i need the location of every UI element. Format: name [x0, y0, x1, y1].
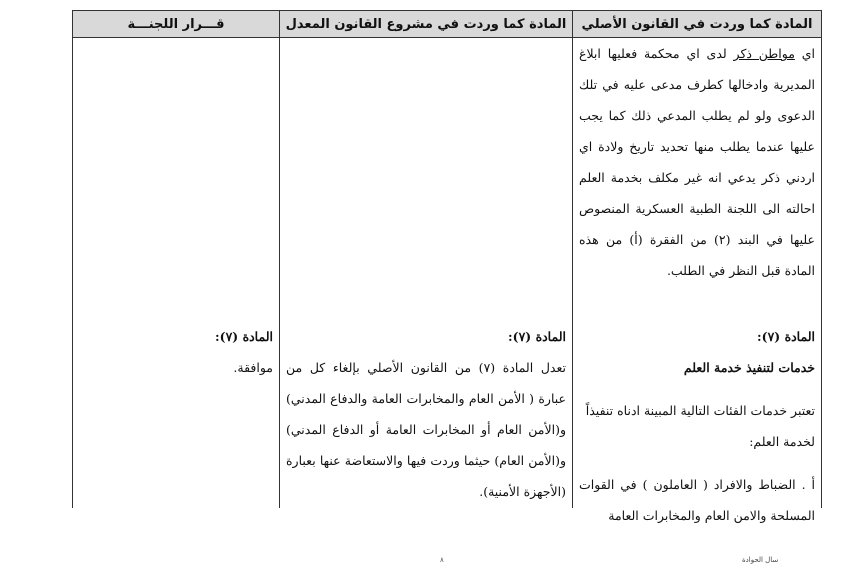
comparison-table	[72, 10, 822, 523]
continuation-underlined-phrase: مواطن ذكر	[733, 46, 795, 61]
original-article-intro: تعتبر خدمات الفئات التالية المبينة ادناه تنفيذاً لخدمة العلم:	[585, 403, 815, 449]
footer-note: سال الحوادة	[742, 556, 779, 564]
original-article-7	[579, 321, 815, 531]
page-number: ٨	[440, 556, 444, 564]
header-original-law: المادة كما وردت في القانون الأصلي	[573, 11, 822, 38]
continuation-text: لدى اي محكمة فعليها ابلاغ المديرية وادخالها كطرف مدعى عليه في تلك الدعوى ولو لم يطلب المدعي ذلك كما يجب عليها عندما يطلب منها تحديد تاريخ ولادة اي اردني ذكر يدعي انه غير مكلف بخدمة العلم احالته الى اللجنة الطبية العسكرية المنصوص عليها في البند (٢) من الفقرة (أ) من هذه المادة قبل النظر في الطلب.	[579, 46, 815, 278]
amended-article-7	[286, 321, 566, 507]
decision-article-text: موافقة.	[233, 360, 273, 375]
header-row	[73, 11, 822, 38]
amended-article-text: تعدل المادة (٧) من القانون الأصلي بإلغاء كل من عبارة ( الأمن العام والمخابرات العامة والدفاع المدني) و(الأمن العام أو المخابرات العامة أو الدفاع المدني) و(الأمن العام) حيثما وردت فيها والاستعاضة عنها بعبارة (الأجهزة الأمنية).	[286, 360, 566, 499]
original-article-item-a: أ . الضباط والافراد ( العاملون ) في القوات المسلحة والامن العام والمخابرات العامة	[579, 477, 815, 523]
amended-law-cell	[280, 38, 573, 509]
original-continuation-paragraph	[579, 38, 815, 286]
amended-article-heading: المادة (٧):	[508, 329, 566, 344]
original-article-heading: المادة (٧):	[757, 329, 815, 344]
decision-article-heading: المادة (٧):	[215, 329, 273, 344]
decision-article-7	[79, 321, 273, 383]
header-amended-law: المادة كما وردت في مشروع القانون المعدل	[280, 11, 573, 38]
committee-decision-cell	[73, 38, 280, 509]
body-row	[73, 38, 822, 509]
header-committee-decision: قـــرار اللجنـــة	[73, 11, 280, 38]
original-article-title: خدمات لتنفيذ خدمة العلم	[683, 360, 815, 375]
original-law-cell	[573, 38, 822, 523]
continuation-prefix: اي	[801, 46, 815, 61]
